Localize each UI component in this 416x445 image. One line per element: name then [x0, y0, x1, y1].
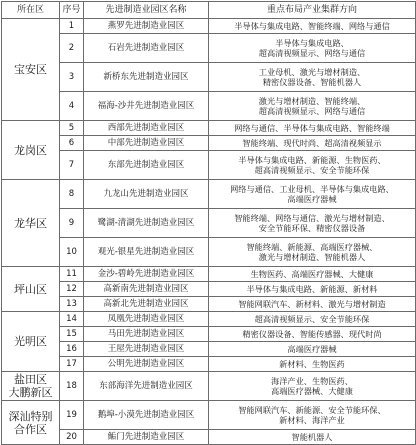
row-no: 7 — [60, 151, 84, 180]
industry-line: 智能机器人 — [291, 432, 333, 442]
row-no: 9 — [60, 209, 84, 238]
industry-line: 生物医药、高端医疗器械、大健康 — [250, 269, 374, 279]
row-no: 17 — [60, 357, 84, 372]
row-no: 19 — [60, 401, 84, 430]
park-name: 观光-银星先进制造业园区 — [84, 238, 209, 267]
industry-line: 智能终端、新能源、高端医疗器械、 — [246, 242, 378, 252]
table-row — [2, 238, 416, 267]
industry-direction — [209, 238, 416, 267]
table-row — [2, 267, 416, 282]
district-line: 盐田区 — [14, 373, 47, 386]
industry-direction — [209, 430, 416, 445]
park-name: 凤凰先进制造业园区 — [84, 312, 209, 327]
industry-line: 超高清视频显示、网络与通信 — [258, 48, 366, 58]
industry-line: 精密仪器设备、智能传感器、现代时尚 — [242, 329, 382, 339]
industry-direction — [209, 19, 416, 34]
row-no: 15 — [60, 327, 84, 342]
table-row — [2, 92, 416, 121]
district-line: 深汕特别 — [8, 409, 53, 423]
industry-line: 智能网联汽车、新能源、安全节能环保、 — [238, 405, 386, 415]
table-row — [2, 327, 416, 342]
park-name: 西部先进制造业园区 — [84, 121, 209, 136]
industry-direction — [209, 297, 416, 312]
row-no: 2 — [60, 34, 84, 63]
park-name: 福海-沙井先进制造业园区 — [84, 92, 209, 121]
industry-direction — [209, 267, 416, 282]
industry-direction — [209, 372, 416, 401]
row-no: 14 — [60, 312, 84, 327]
district-guangming: 光明区 — [2, 312, 60, 372]
row-no: 4 — [60, 92, 84, 121]
header-no: 序号 — [60, 2, 84, 19]
park-name: 中部先进制造业园区 — [84, 136, 209, 151]
park-name: 九龙山先进制造业园区 — [84, 180, 209, 209]
table-row — [2, 401, 416, 430]
industry-direction — [209, 121, 416, 136]
park-name: 高新北先进制造业园区 — [84, 297, 209, 312]
industry-line: 智能终端、现代时尚、超高清视频显示 — [242, 138, 382, 148]
row-no: 11 — [60, 267, 84, 282]
industry-line: 工业母机、激光与增材制造、 — [258, 67, 366, 77]
park-name: 高新南先进制造业园区 — [84, 282, 209, 297]
park-name: 鹭湖-清湖先进制造业园区 — [84, 209, 209, 238]
row-no: 12 — [60, 282, 84, 297]
row-no: 10 — [60, 238, 84, 267]
district-line: 大鹏新区 — [8, 386, 53, 399]
park-name: 东部海洋先进制造业园区 — [84, 372, 209, 401]
table-row — [2, 312, 416, 327]
industry-direction — [209, 92, 416, 121]
table-row — [2, 180, 416, 209]
district-longgang: 龙岗区 — [2, 121, 60, 180]
table-row — [2, 430, 416, 445]
district-line: 合作区 — [14, 422, 47, 436]
row-no: 6 — [60, 136, 84, 151]
industry-line: 超高清视频显示、安全节能环保 — [254, 314, 370, 324]
district-baoan: 宝安区 — [2, 19, 60, 121]
row-no: 20 — [60, 430, 84, 445]
industry-direction — [209, 327, 416, 342]
row-no: 5 — [60, 121, 84, 136]
industry-direction — [209, 342, 416, 357]
industry-line: 精密仪器设备、智能机器人 — [262, 77, 362, 87]
district-pingshan: 坪山区 — [2, 267, 60, 312]
industry-direction — [209, 34, 416, 63]
header-row — [2, 2, 416, 19]
industry-line: 智能网联汽车、新材料、激光与增材制造 — [238, 299, 386, 309]
district-yantian-dapeng — [2, 372, 60, 401]
park-name: 马田先进制造业园区 — [84, 327, 209, 342]
park-name: 鲘门先进制造业园区 — [84, 430, 209, 445]
table-row — [2, 342, 416, 357]
table-row — [2, 136, 416, 151]
industry-line: 超高清视频显示、网络与通信 — [258, 106, 366, 116]
park-name: 公明先进制造业园区 — [84, 357, 209, 372]
row-no: 1 — [60, 19, 84, 34]
park-name: 石岩先进制造业园区 — [84, 34, 209, 63]
park-name: 王屋先进制造业园区 — [84, 342, 209, 357]
table-row — [2, 357, 416, 372]
industry-line: 高端医疗器械 — [287, 194, 337, 204]
table-row — [2, 34, 416, 63]
table-row — [2, 63, 416, 92]
industry-line: 超高清视频显示、安全节能环保 — [254, 165, 370, 175]
header-park: 先进制造业园区名称 — [84, 2, 209, 19]
industry-line: 半导体与集成电路、 — [275, 38, 349, 48]
industry-direction — [209, 312, 416, 327]
table-row — [2, 209, 416, 238]
industry-direction — [209, 180, 416, 209]
table-row — [2, 121, 416, 136]
industry-line: 安全节能环保、精密仪器设备 — [258, 223, 366, 233]
header-industry: 重点布局产业集群方向 — [209, 2, 416, 19]
industry-line: 智能终端、网络与通信、激光与增材制造、 — [234, 213, 390, 223]
row-no: 16 — [60, 342, 84, 357]
industry-line: 激光与增材制造、智能终端、 — [258, 96, 366, 106]
industry-direction — [209, 209, 416, 238]
industry-line: 激光与增材制造、智能机器人 — [258, 252, 366, 262]
industry-line: 新材料、海洋产业 — [279, 415, 345, 425]
header-district: 所在区 — [2, 2, 60, 19]
industry-line: 网络与通信、工业母机、半导体与集成电路、 — [230, 184, 394, 194]
industry-line: 新材料、生物医药 — [279, 359, 345, 369]
table-row — [2, 282, 416, 297]
industry-direction — [209, 401, 416, 430]
industry-line: 高端医疗器械 — [287, 344, 337, 354]
park-name: 新桥东先进制造业园区 — [84, 63, 209, 92]
table-row — [2, 151, 416, 180]
industry-direction — [209, 282, 416, 297]
industry-line: 网络与通信、半导体与集成电路、智能终端 — [234, 123, 390, 133]
row-no: 3 — [60, 63, 84, 92]
row-no: 8 — [60, 180, 84, 209]
park-name: 燕罗先进制造业园区 — [84, 19, 209, 34]
district-shenshan — [2, 401, 60, 445]
park-name: 鹅埠-小漠先进制造业园区 — [84, 401, 209, 430]
industry-line: 海洋产业、生物医药、 — [271, 376, 353, 386]
industry-line: 高端医疗器械、大健康 — [271, 386, 353, 396]
industry-direction — [209, 63, 416, 92]
industry-line: 半导体与集成电路、智能终端、网络与通信 — [234, 21, 390, 31]
table-row — [2, 297, 416, 312]
district-longhua: 龙华区 — [2, 180, 60, 267]
table-row — [2, 372, 416, 401]
industry-direction — [209, 136, 416, 151]
industry-line: 半导体与集成电路、新能源、新材料 — [246, 284, 378, 294]
industry-direction — [209, 151, 416, 180]
park-name: 东部先进制造业园区 — [84, 151, 209, 180]
industry-line: 半导体与集成电路、新能源、生物医药、 — [238, 155, 386, 165]
row-no: 18 — [60, 372, 84, 401]
table-row — [2, 19, 416, 34]
park-name: 金沙-碧岭先进制造业园区 — [84, 267, 209, 282]
industry-direction — [209, 357, 416, 372]
industrial-parks-table — [1, 1, 416, 445]
row-no: 13 — [60, 297, 84, 312]
